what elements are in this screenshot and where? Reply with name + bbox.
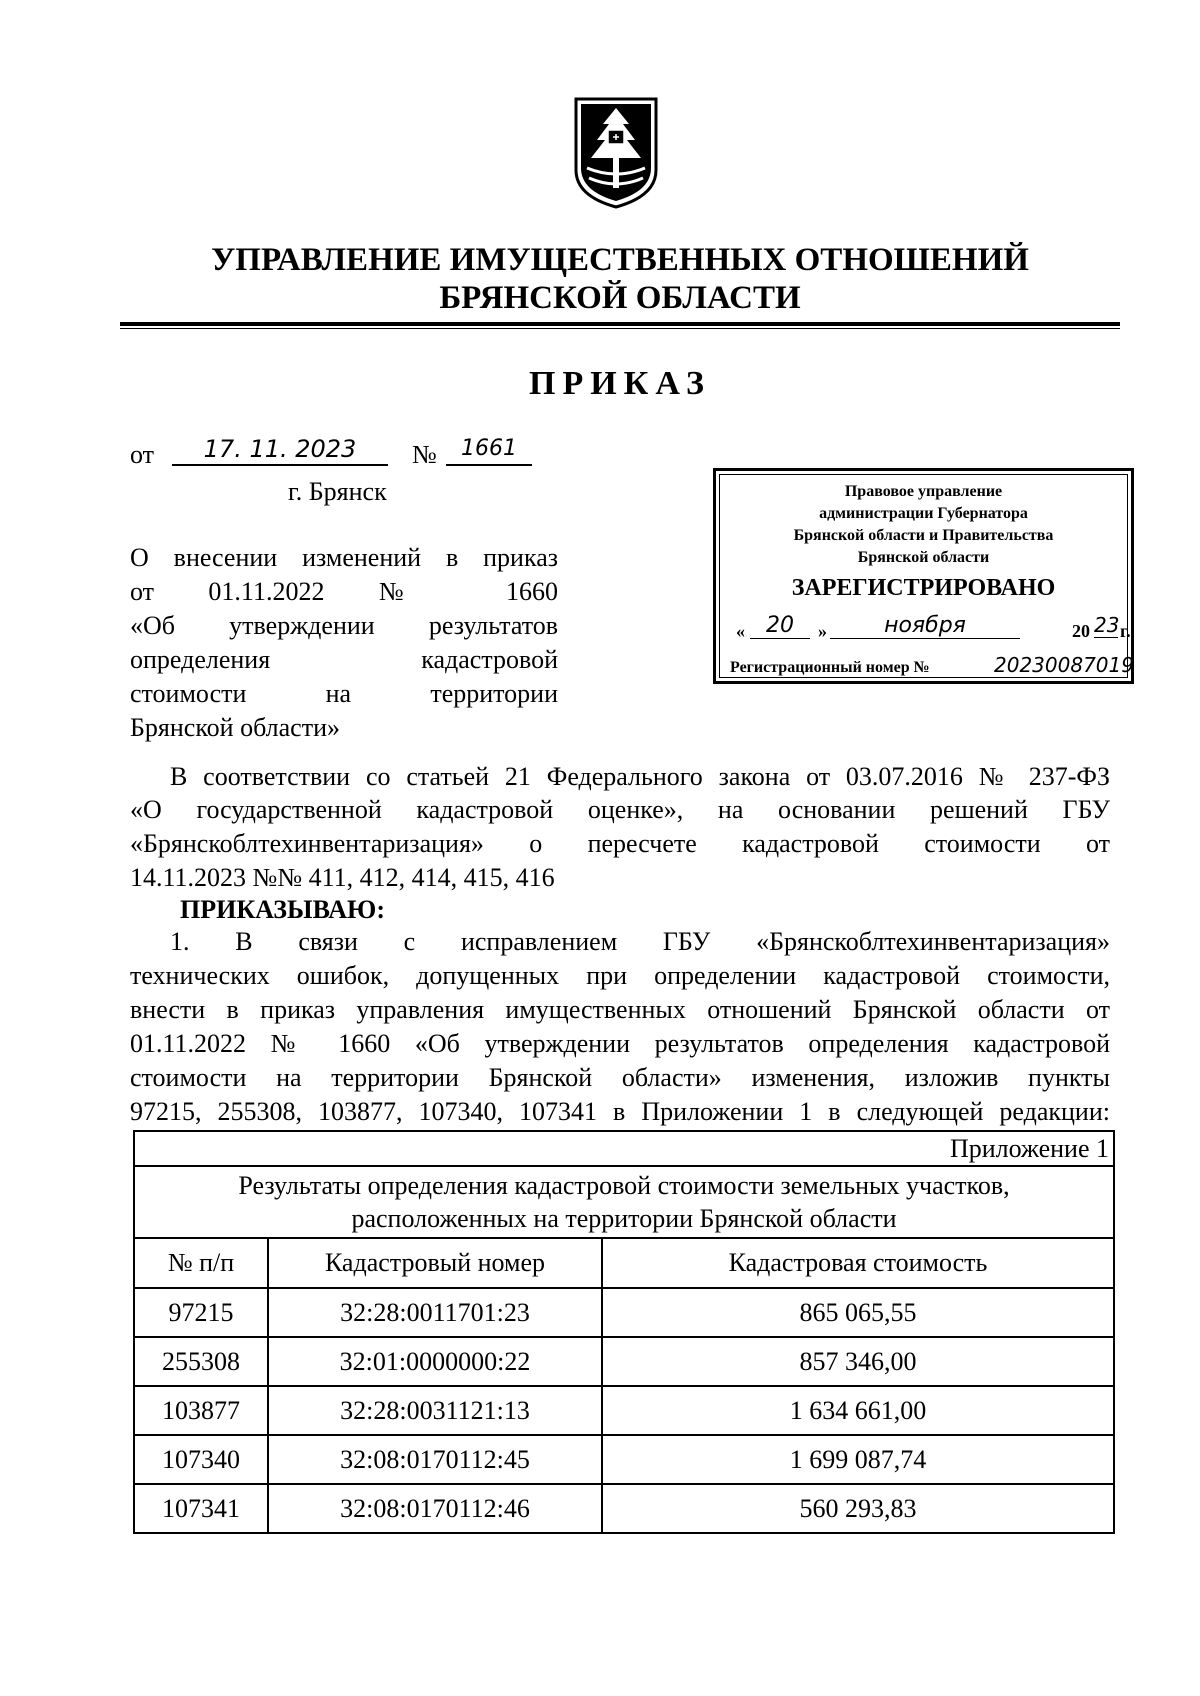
cell-item-number: 97215: [134, 1288, 268, 1337]
registration-stamp: [713, 468, 1134, 684]
cell-cadastral-value: 865 065,55: [602, 1288, 1114, 1337]
coat-of-arms-emblem: [573, 96, 659, 210]
cell-cadastral-value: 1 634 661,00: [602, 1386, 1114, 1435]
subject-line: стоимости на территории: [130, 679, 558, 708]
stamp-reg-label: Регистрационный номер №: [730, 659, 930, 676]
subject-line: Брянской области»: [130, 713, 340, 742]
stamp-line: администрации Губернатора: [819, 505, 1028, 522]
cell-cadastral-number: 32:28:0031121:13: [268, 1386, 602, 1435]
table-caption-line: расположенных на территории Брянской области: [351, 1204, 897, 1233]
table-caption-line: Результаты определения кадастровой стоимости земельных участков,: [238, 1171, 1010, 1200]
table-row: [134, 1386, 1114, 1435]
order-directive-word: ПРИКАЗЫВАЮ:: [180, 895, 385, 924]
preamble-line: «Брянскоблтехинвентаризация» о пересчете кадастровой стоимости от: [130, 829, 1110, 858]
order-subject: [130, 541, 558, 745]
stamp-line: Брянской области и Правительства: [793, 527, 1054, 544]
document-title: ПРИКАЗ: [529, 365, 711, 402]
cell-cadastral-number: 32:08:0170112:45: [268, 1435, 602, 1484]
table-row: [134, 1337, 1114, 1386]
subject-line: «Об утверждении результатов: [130, 611, 558, 640]
column-header-cadastral-value: Кадастровая стоимость: [602, 1238, 1114, 1288]
table-caption: [134, 1166, 1114, 1238]
subject-line: О внесении изменений в приказ: [130, 543, 558, 572]
stamp-line: Правовое управление: [844, 483, 1003, 500]
item1-line: стоимости на территории Брянской области» изменения, изложив пункты: [130, 1063, 1110, 1092]
order-number-handwritten: 1661: [446, 434, 532, 466]
item1-line: 01.11.2022 № 1660 «Об утверждении результатов определения кадастровой: [130, 1029, 1110, 1058]
stamp-month-handwritten: ноября: [830, 613, 1020, 639]
table-row: [134, 1435, 1114, 1484]
cadastral-value-table: [133, 1130, 1115, 1534]
item1-line: технических ошибок, допущенных при определении кадастровой стоимости,: [130, 961, 1110, 990]
preamble-line: 14.11.2023 №№ 411, 412, 414, 415, 416: [130, 863, 555, 892]
cell-item-number: 107341: [134, 1484, 268, 1533]
column-header-cadastral-number: Кадастровый номер: [268, 1238, 602, 1288]
cell-cadastral-value: 1 699 087,74: [602, 1435, 1114, 1484]
column-header-number: № п/п: [134, 1238, 268, 1288]
table-row: [134, 1288, 1114, 1337]
stamp-registered-label: ЗАРЕГИСТРИРОВАНО: [791, 575, 1056, 601]
stamp-date: [732, 613, 1131, 643]
subject-line: определения кадастровой: [130, 645, 558, 674]
order-date-handwritten: 17. 11. 2023: [172, 434, 388, 466]
order-number-label: №: [412, 440, 437, 469]
item1-line: 97215, 255308, 103877, 107340, 107341 в Приложении 1 в следующей редакции:: [130, 1097, 1110, 1126]
cell-cadastral-number: 32:08:0170112:46: [268, 1484, 602, 1533]
stamp-reg-number-handwritten: 20230087019: [994, 653, 1134, 677]
cell-cadastral-number: 32:28:0011701:23: [268, 1288, 602, 1337]
cell-item-number: 103877: [134, 1386, 268, 1435]
item1-line: 1. В связи с исправлением ГБУ «Брянскоблтехинвентаризация»: [170, 927, 1110, 956]
subject-line: от 01.11.2022 № 1660: [130, 577, 558, 606]
preamble-line: В соответствии со статьей 21 Федерального закона от 03.07.2016 № 237-ФЗ: [170, 762, 1110, 791]
cell-cadastral-value: 560 293,83: [602, 1484, 1114, 1533]
table-header-row: [134, 1238, 1114, 1288]
date-prefix: от: [130, 440, 155, 469]
table-row: [134, 1484, 1114, 1533]
cell-cadastral-value: 857 346,00: [602, 1337, 1114, 1386]
stamp-year-handwritten: 23: [1094, 613, 1120, 637]
city: г. Брянск: [288, 477, 387, 506]
cell-item-number: 255308: [134, 1337, 268, 1386]
stamp-year-prefix: 20: [1072, 621, 1090, 641]
stamp-day-handwritten: 20: [750, 613, 810, 639]
organization-name-line1: УПРАВЛЕНИЕ ИМУЩЕСТВЕННЫХ ОТНОШЕНИЙ: [211, 242, 1029, 278]
stamp-line: Брянской области: [857, 549, 990, 566]
stamp-quote-close: »: [818, 621, 827, 641]
header-divider-thin: [120, 328, 1120, 329]
appendix-label: Приложение 1: [134, 1131, 1114, 1166]
preamble-line: «О государственной кадастровой оценке», на основании решений ГБУ: [130, 795, 1110, 824]
stamp-inner-frame: [719, 474, 1134, 678]
organization-name-line2: БРЯНСКОЙ ОБЛАСТИ: [439, 280, 801, 316]
cell-item-number: 107340: [134, 1435, 268, 1484]
header-divider-thick: [120, 322, 1120, 326]
item1-line: внести в приказ управления имущественных отношений Брянской области от: [130, 995, 1110, 1024]
stamp-quote-open: «: [736, 621, 745, 641]
cell-cadastral-number: 32:01:0000000:22: [268, 1337, 602, 1386]
stamp-year-suffix: г.: [1120, 621, 1131, 641]
